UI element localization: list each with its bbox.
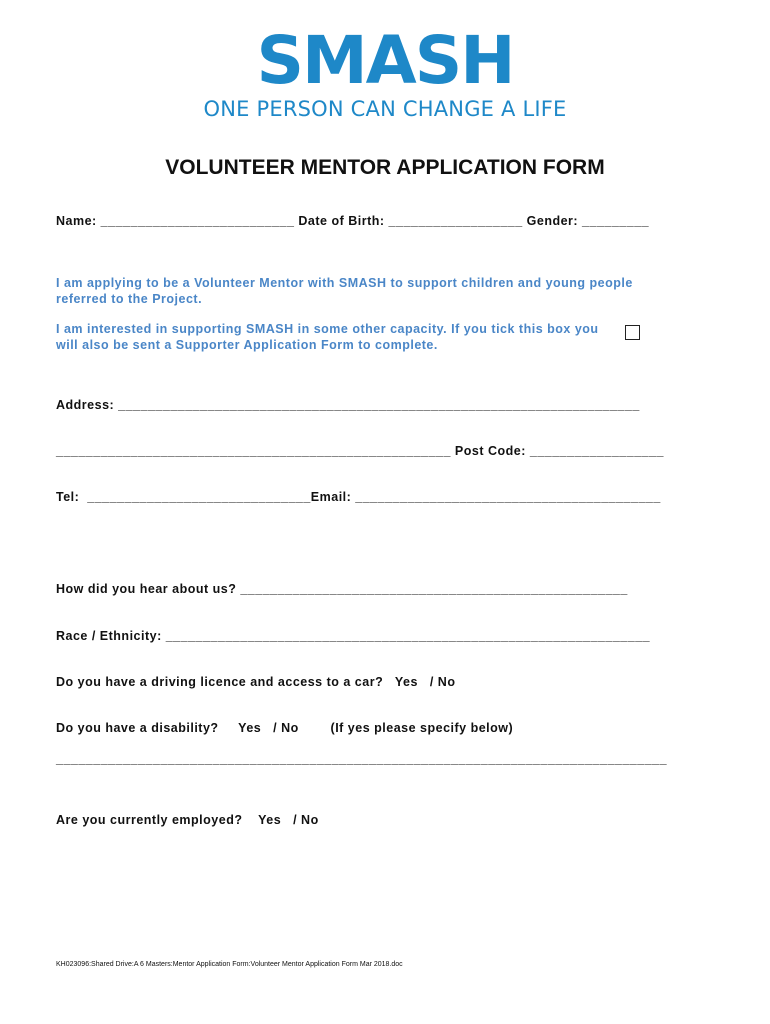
tel-email-line[interactable]: Tel: ______________________________Email: _________________________________________ xyxy=(56,490,661,504)
supporter-checkbox[interactable] xyxy=(625,325,640,340)
form-title: VOLUNTEER MENTOR APPLICATION FORM xyxy=(165,156,605,179)
logo-tagline: ONE PERSON CAN CHANGE A LIFE xyxy=(203,97,567,121)
postcode-line[interactable]: _____________________________________________________ Post Code: __________________ xyxy=(56,444,665,458)
employment-question[interactable]: Are you currently employed? Yes / No xyxy=(56,813,319,827)
driving-licence-question[interactable]: Do you have a driving licence and access to a car? Yes / No xyxy=(56,675,456,689)
mentor-statement: I am applying to be a Volunteer Mentor with SMASH to support children and young people referred to the Project. xyxy=(56,276,633,306)
smash-logo: SMASH xyxy=(256,22,514,99)
address-line[interactable]: Address: ______________________________________________________________________ xyxy=(56,398,640,412)
disability-specify-line[interactable]: __________________________________________________________________________________ xyxy=(56,752,668,766)
supporter-statement: I am interested in supporting SMASH in some other capacity. If you tick this box you will also be sent a Supporter Application Form to complete. xyxy=(56,322,599,352)
document-path-footer: KH023096:Shared Drive:A 6 Masters:Mentor Application Form:Volunteer Mentor Application Form Mar 2018.doc xyxy=(56,961,403,968)
hear-about-us-line[interactable]: How did you hear about us? ____________________________________________________ xyxy=(56,582,628,596)
race-ethnicity-line[interactable]: Race / Ethnicity: _________________________________________________________________ xyxy=(56,629,651,643)
name-dob-gender-line[interactable]: Name: __________________________ Date of Birth: __________________ Gender: _________ xyxy=(56,214,650,228)
disability-question[interactable]: Do you have a disability? Yes / No (If yes please specify below) xyxy=(56,721,514,735)
